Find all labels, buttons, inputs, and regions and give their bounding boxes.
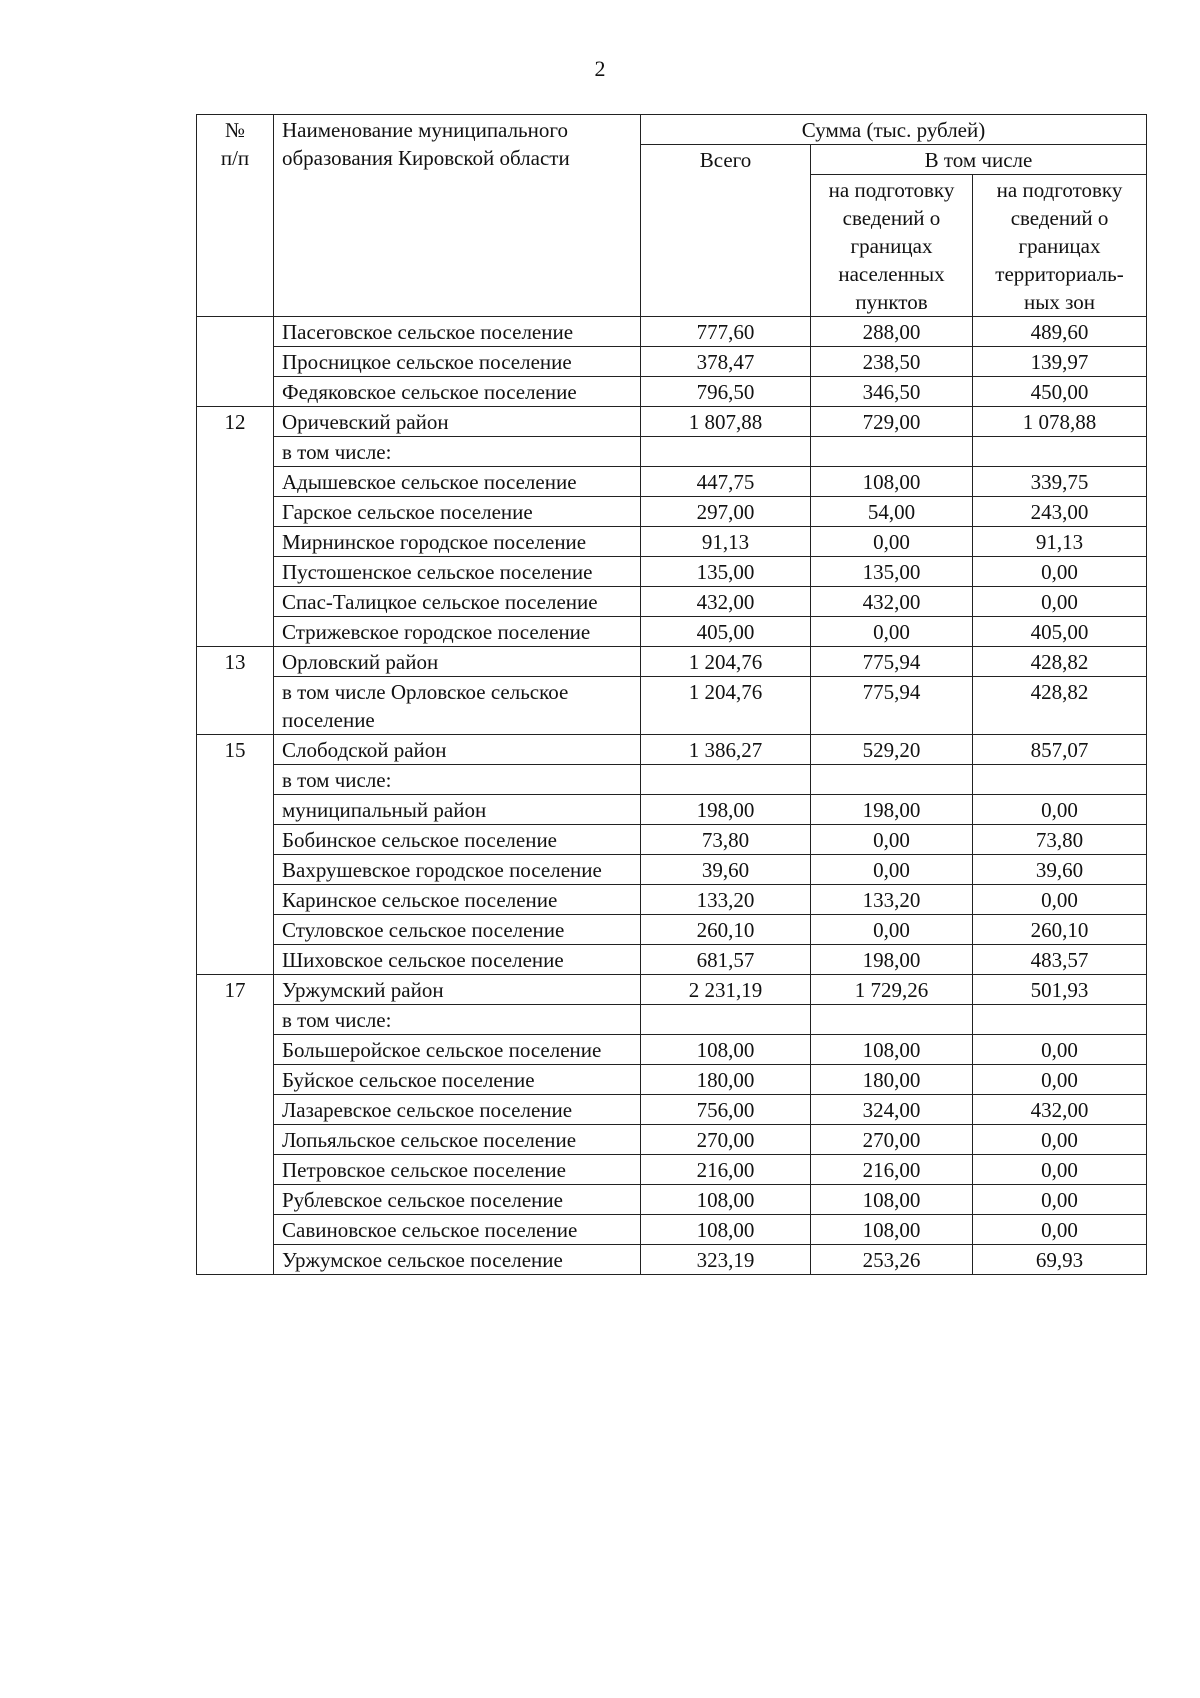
sum-total: 108,00 [641,1215,811,1245]
sum-total: 432,00 [641,587,811,617]
table-row [197,735,1147,765]
sum-total: 1 807,88 [641,407,811,437]
header-sum: Сумма (тыс. рублей) [641,115,1147,145]
sum-settlements: 0,00 [811,915,973,945]
sum-settlements: 216,00 [811,1155,973,1185]
sum-zones: 1 078,88 [973,407,1147,437]
sum-settlements: 0,00 [811,825,973,855]
municipality-name: Гарское сельское поселение [274,497,641,527]
sum-zones: 0,00 [973,557,1147,587]
sum-settlements: 729,00 [811,407,973,437]
sum-zones: 0,00 [973,1035,1147,1065]
sum-total: 180,00 [641,1065,811,1095]
sum-total: 378,47 [641,347,811,377]
sum-settlements: 0,00 [811,855,973,885]
table-row [197,795,1147,825]
table-row [197,1095,1147,1125]
sum-zones: 69,93 [973,1245,1147,1275]
municipality-name: Стрижевское городское поселение [274,617,641,647]
municipality-name: Спас-Талицкое сельское поселение [274,587,641,617]
sum-settlements [811,437,973,467]
table-row [197,945,1147,975]
sum-settlements: 108,00 [811,1215,973,1245]
sum-zones: 139,97 [973,347,1147,377]
page-number: 2 [594,56,606,81]
municipality-name: Вахрушевское городское поселение [274,855,641,885]
sum-total [641,765,811,795]
sum-settlements: 135,00 [811,557,973,587]
sum-total: 133,20 [641,885,811,915]
sum-total: 216,00 [641,1155,811,1185]
sum-settlements: 108,00 [811,1035,973,1065]
sum-zones: 489,60 [973,317,1147,347]
sum-total: 135,00 [641,557,811,587]
sum-settlements: 324,00 [811,1095,973,1125]
municipality-name: муниципальный район [274,795,641,825]
row-number: 13 [197,647,274,735]
sum-zones: 339,75 [973,467,1147,497]
row-number [197,317,274,407]
sum-zones: 432,00 [973,1095,1147,1125]
sum-total: 777,60 [641,317,811,347]
sum-zones: 428,82 [973,677,1147,735]
table-row [197,855,1147,885]
sum-total: 198,00 [641,795,811,825]
sum-zones: 428,82 [973,647,1147,677]
table-row [197,497,1147,527]
table-body [197,317,1147,1275]
table-row [197,437,1147,467]
municipality-name: в том числе: [274,765,641,795]
table-row [197,377,1147,407]
sum-total: 91,13 [641,527,811,557]
municipality-name: Уржумское сельское поселение [274,1245,641,1275]
sum-settlements: 0,00 [811,527,973,557]
sum-settlements: 253,26 [811,1245,973,1275]
sum-zones: 0,00 [973,885,1147,915]
sum-total: 1 386,27 [641,735,811,765]
municipality-name: Лазаревское сельское поселение [274,1095,641,1125]
municipality-name: Адышевское сельское поселение [274,467,641,497]
sum-total: 756,00 [641,1095,811,1125]
header-num: № п/п [197,115,274,317]
municipality-name: Пасеговское сельское поселение [274,317,641,347]
sum-settlements: 432,00 [811,587,973,617]
sum-total: 323,19 [641,1245,811,1275]
header-name: Наименование муниципального образования Кировской области [274,115,641,317]
sum-zones: 0,00 [973,587,1147,617]
table-row [197,885,1147,915]
table-row [197,617,1147,647]
municipality-name: Буйское сельское поселение [274,1065,641,1095]
table-row [197,467,1147,497]
header-total: Всего [641,145,811,317]
sum-total: 297,00 [641,497,811,527]
table-row [197,1035,1147,1065]
sum-total: 73,80 [641,825,811,855]
municipality-name: в том числе Орловское сельское поселение [274,677,641,735]
row-number: 12 [197,407,274,647]
table-row [197,1005,1147,1035]
municipality-name: Стуловское сельское поселение [274,915,641,945]
table-row [197,347,1147,377]
sum-zones: 73,80 [973,825,1147,855]
table-row [197,407,1147,437]
sum-settlements: 108,00 [811,1185,973,1215]
sum-settlements: 1 729,26 [811,975,973,1005]
sum-zones: 39,60 [973,855,1147,885]
sum-settlements: 775,94 [811,677,973,735]
sum-settlements: 198,00 [811,945,973,975]
sum-total: 681,57 [641,945,811,975]
sum-settlements: 270,00 [811,1125,973,1155]
table-row [197,1125,1147,1155]
municipality-name: Пустошенское сельское поселение [274,557,641,587]
sum-zones [973,1005,1147,1035]
sum-zones [973,437,1147,467]
table-row [197,557,1147,587]
sum-settlements: 775,94 [811,647,973,677]
table-row [197,587,1147,617]
municipality-name: Лопьяльское сельское поселение [274,1125,641,1155]
sum-zones: 91,13 [973,527,1147,557]
sum-settlements: 288,00 [811,317,973,347]
table-row [197,527,1147,557]
sum-zones: 450,00 [973,377,1147,407]
table-row [197,1065,1147,1095]
table-row [197,1215,1147,1245]
sum-zones: 0,00 [973,1065,1147,1095]
row-number: 15 [197,735,274,975]
sum-zones: 483,57 [973,945,1147,975]
sum-total: 1 204,76 [641,647,811,677]
sum-settlements [811,765,973,795]
sum-zones: 501,93 [973,975,1147,1005]
sum-zones: 260,10 [973,915,1147,945]
table-row [197,1185,1147,1215]
table-row [197,825,1147,855]
table-header [197,115,1147,317]
table-row [197,317,1147,347]
table-row [197,915,1147,945]
sum-zones: 0,00 [973,1155,1147,1185]
sum-settlements: 198,00 [811,795,973,825]
municipality-name: Каринское сельское поселение [274,885,641,915]
sum-settlements: 238,50 [811,347,973,377]
sum-zones: 857,07 [973,735,1147,765]
municipality-name: Шиховское сельское поселение [274,945,641,975]
municipality-name: Мирнинское городское поселение [274,527,641,557]
sum-total: 1 204,76 [641,677,811,735]
table-row [197,677,1147,735]
row-number: 17 [197,975,274,1275]
sum-total: 270,00 [641,1125,811,1155]
municipality-name: Оричевский район [274,407,641,437]
sum-zones: 0,00 [973,1185,1147,1215]
header-zones: на подготовку сведений о границах территориаль-ных зон [973,175,1147,317]
sum-zones: 0,00 [973,1125,1147,1155]
sum-total: 39,60 [641,855,811,885]
sum-total: 108,00 [641,1185,811,1215]
table-row [197,647,1147,677]
municipality-name: Орловский район [274,647,641,677]
municipality-name: Большеройское сельское поселение [274,1035,641,1065]
sum-total: 260,10 [641,915,811,945]
sum-total: 108,00 [641,1035,811,1065]
table-row [197,1155,1147,1185]
sum-zones [973,765,1147,795]
funding-table [196,114,1147,1275]
municipality-name: Савиновское сельское поселение [274,1215,641,1245]
sum-settlements [811,1005,973,1035]
sum-settlements: 529,20 [811,735,973,765]
municipality-name: Федяковское сельское поселение [274,377,641,407]
sum-total: 2 231,19 [641,975,811,1005]
sum-settlements: 108,00 [811,467,973,497]
municipality-name: в том числе: [274,437,641,467]
table-row [197,1245,1147,1275]
sum-total: 796,50 [641,377,811,407]
sum-zones: 0,00 [973,795,1147,825]
sum-settlements: 133,20 [811,885,973,915]
sum-total [641,437,811,467]
sum-settlements: 180,00 [811,1065,973,1095]
sum-zones: 0,00 [973,1215,1147,1245]
municipality-name: в том числе: [274,1005,641,1035]
municipality-name: Бобинское сельское поселение [274,825,641,855]
sum-total: 405,00 [641,617,811,647]
municipality-name: Рублевское сельское поселение [274,1185,641,1215]
municipality-name: Слободской район [274,735,641,765]
table-row [197,765,1147,795]
municipality-name: Петровское сельское поселение [274,1155,641,1185]
municipality-name: Просницкое сельское поселение [274,347,641,377]
sum-settlements: 346,50 [811,377,973,407]
table-row [197,975,1147,1005]
sum-settlements: 0,00 [811,617,973,647]
sum-zones: 405,00 [973,617,1147,647]
sum-settlements: 54,00 [811,497,973,527]
municipality-name: Уржумский район [274,975,641,1005]
sum-total: 447,75 [641,467,811,497]
header-including: В том числе [811,145,1147,175]
header-settlements: на подготовку сведений о границах населенных пунктов [811,175,973,317]
sum-total [641,1005,811,1035]
sum-zones: 243,00 [973,497,1147,527]
